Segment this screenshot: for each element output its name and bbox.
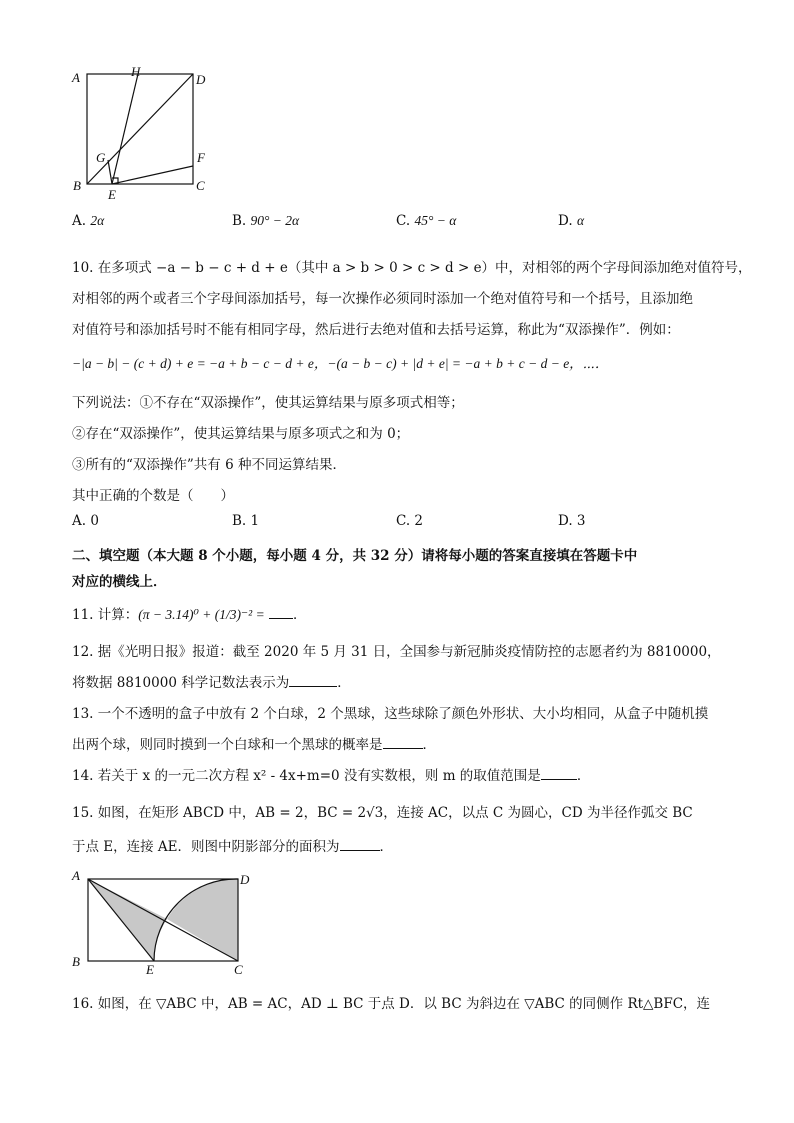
label-f: F bbox=[197, 150, 205, 165]
q11: 11. 计算：(π − 3.14)⁰ + (1/3)⁻² = ． bbox=[72, 607, 307, 623]
q10-option-d: D. 3 bbox=[558, 513, 586, 529]
q10-option-a: A. 0 bbox=[72, 513, 99, 529]
label-e: E bbox=[108, 187, 116, 202]
q9-option-c: C. 45° − α bbox=[396, 213, 457, 229]
q16-line1: 16. 如图，在 ▽ABC 中，AB = AC，AD ⊥ BC 于点 D．以 BC 为斜边在 ▽ABC 的同侧作 Rt△BFC，连 bbox=[72, 996, 711, 1012]
q13-answer-blank[interactable] bbox=[383, 736, 423, 749]
q12-answer-blank[interactable] bbox=[289, 674, 337, 687]
rect-label-a: A bbox=[72, 868, 80, 883]
q10-statement-3: ③所有的“双添操作”共有 6 种不同运算结果． bbox=[72, 457, 346, 473]
q9-option-b: B. 90° − 2α bbox=[232, 213, 300, 229]
q10-option-b: B. 1 bbox=[232, 513, 260, 529]
q10-formula: −|a − b| − (c + d) + e = −a + b − c − d + e，−(a − b − c) + |d + e| = −a + b + c − d − e，⋯． bbox=[72, 356, 609, 371]
q15-line2: 于点 E，连接 AE．则图中阴影部分的面积为 ． bbox=[72, 839, 394, 855]
label-c: C bbox=[196, 178, 205, 193]
label-g: G bbox=[96, 150, 106, 165]
q10-line1: 10. 在多项式 −a − b − c + d + e（其中 a > b > 0 > c > d > e）中，对相邻的两个字母间添加绝对值符号， bbox=[72, 260, 752, 276]
q10-option-c: C. 2 bbox=[396, 513, 424, 529]
section2-heading-line2: 对应的横线上． bbox=[72, 574, 167, 590]
segment-ef bbox=[112, 166, 193, 184]
q10-statement-1: 下列说法：①不存在“双添操作”，使其运算结果与原多项式相等； bbox=[72, 395, 464, 411]
q14: 14. 若关于 x 的一元二次方程 x² - 4x+m=0 没有实数根，则 m 的取值范围是 ． bbox=[72, 768, 591, 784]
rect-label-b: B bbox=[72, 954, 80, 969]
q10-line2: 对相邻的两个或者三个字母间添加括号，每一次操作必须同时添加一个绝对值符号和一个括号，且添加绝 bbox=[72, 291, 693, 307]
segment-eh bbox=[112, 74, 138, 184]
rect-label-e: E bbox=[146, 962, 154, 976]
q10-statement-2: ②存在“双添操作”，使其运算结果与原多项式之和为 0； bbox=[72, 426, 410, 442]
q12-line2: 将数据 8810000 科学记数法表示为 ． bbox=[72, 675, 351, 691]
q12-line1: 12. 据《光明日报》报道：截至 2020 年 5 月 31 日，全国参与新冠肺炎疫情防控的志愿者约为 8810000， bbox=[72, 644, 721, 660]
label-h: H bbox=[131, 64, 141, 79]
q15-line1: 15. 如图，在矩形 ABCD 中，AB = 2，BC = 2√3，连接 AC，以点 C 为圆心，CD 为半径作弧交 BC bbox=[72, 805, 693, 821]
segment-ge bbox=[108, 160, 112, 184]
q10-line3: 对值符号和添加括号时不能有相同字母，然后进行去绝对值和去括号运算，称此为“双添操作”．例如： bbox=[72, 322, 680, 338]
q9-option-d: D. α bbox=[558, 213, 585, 229]
label-d: D bbox=[196, 72, 206, 87]
square-figure bbox=[70, 62, 220, 202]
rectangle-figure bbox=[68, 864, 258, 976]
label-a: A bbox=[72, 70, 80, 85]
q9-option-a: A. 2α bbox=[72, 213, 105, 229]
label-b: B bbox=[73, 178, 81, 193]
rect-label-c: C bbox=[234, 962, 243, 976]
q13-line2: 出两个球，则同时摸到一个白球和一个黑球的概率是 ． bbox=[72, 737, 436, 753]
section2-heading-line1: 二、填空题（本大题 8 个小题，每小题 4 分，共 32 分）请将每小题的答案直接填在答题卡中 bbox=[72, 548, 638, 564]
q11-answer-blank[interactable] bbox=[269, 606, 293, 619]
q10-question: 其中正确的个数是（ ） bbox=[72, 488, 234, 504]
rect-label-d: D bbox=[240, 872, 250, 887]
q13-line1: 13. 一个不透明的盒子中放有 2 个白球，2 个黑球，这些球除了颜色外形状、大小均相同，从盒子中随机摸 bbox=[72, 706, 709, 722]
q15-answer-blank[interactable] bbox=[340, 838, 380, 851]
q14-answer-blank[interactable] bbox=[541, 767, 577, 780]
diagonal-bd bbox=[87, 74, 193, 184]
